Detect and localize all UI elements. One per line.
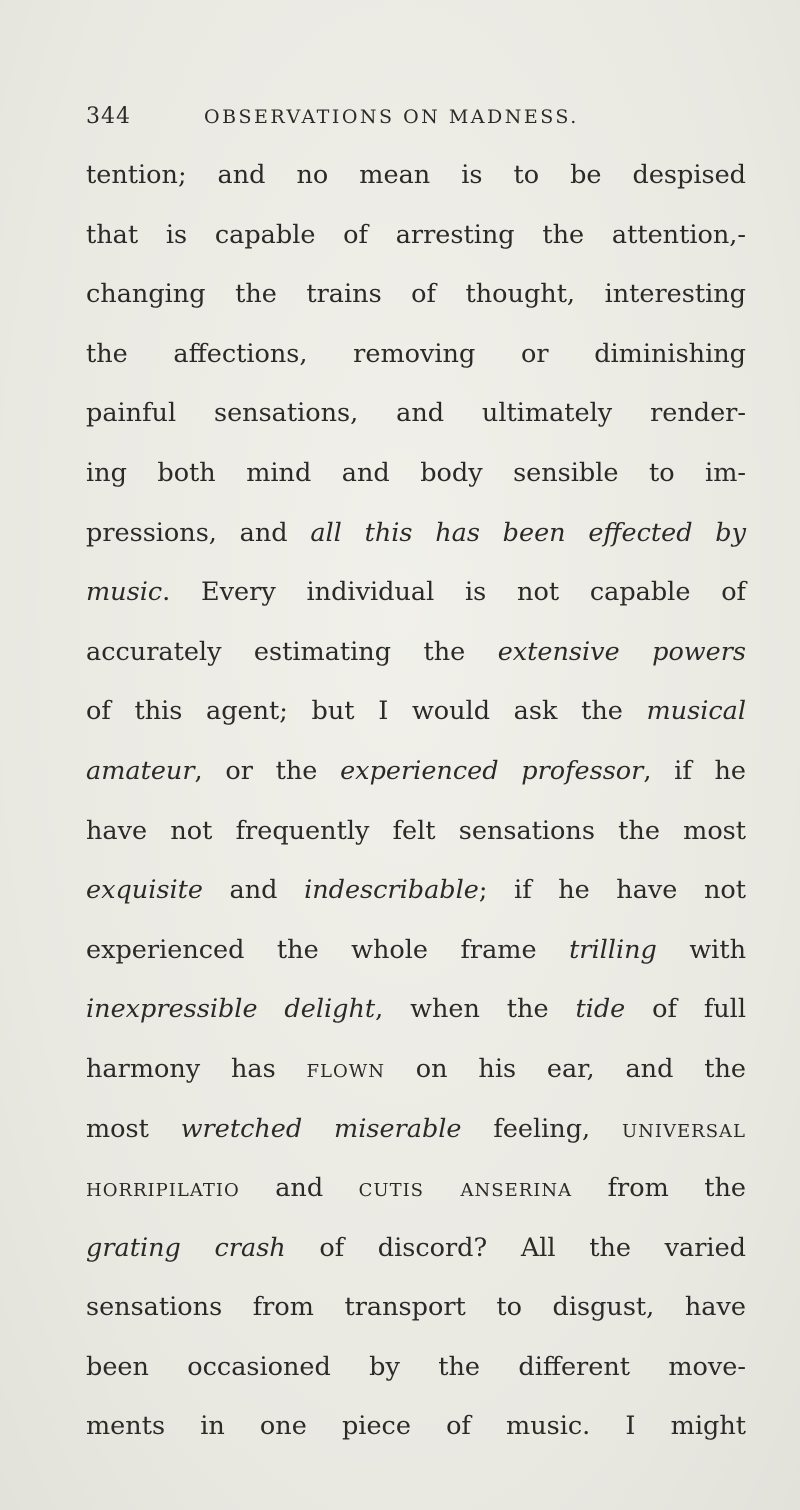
text-run: changing the trains of thought, interesting: [86, 279, 746, 310]
text-line: [86, 921, 746, 981]
text-run: , when the: [375, 994, 576, 1025]
small-caps-run: horripilatio: [86, 1173, 240, 1204]
italic-run: grating crash: [86, 1232, 286, 1263]
text-run: and: [202, 875, 305, 906]
running-head: OBSERVATIONS ON MADNESS.: [204, 106, 579, 128]
text-run: the affections, removing or diminishing: [86, 338, 746, 369]
text-line: [86, 1338, 746, 1398]
text-run: pressions, and: [86, 517, 311, 548]
small-caps-run: flown: [306, 1053, 385, 1084]
text-line: [86, 384, 746, 444]
italic-run: indescribable: [304, 875, 479, 906]
text-run: tention; and no mean is to be despised: [86, 160, 746, 190]
text-run: most: [86, 1113, 181, 1144]
text-line: [86, 1100, 746, 1160]
text-line: [86, 563, 746, 623]
small-caps-run: universal: [621, 1113, 746, 1144]
text-line: [86, 1040, 746, 1100]
text-run: been occasioned by the different move-: [86, 1351, 746, 1382]
italic-run: inexpressible delight: [86, 994, 376, 1025]
text-line: [86, 325, 746, 385]
text-line: [86, 1159, 746, 1219]
italic-run: music: [86, 577, 163, 608]
text-line: [86, 980, 746, 1040]
text-line: [86, 1219, 746, 1279]
text-line: [86, 742, 746, 802]
italic-run: exquisite: [86, 875, 203, 906]
italic-run: extensive powers: [497, 636, 746, 667]
body-text: [86, 146, 746, 1457]
page-number: 344: [86, 104, 131, 129]
text-run: of discord? All the varied: [285, 1232, 746, 1263]
text-run: harmony has: [86, 1053, 307, 1084]
text-line: [86, 802, 746, 862]
text-run: with: [656, 934, 747, 965]
text-run: feeling,: [461, 1113, 622, 1144]
text-run: that is capable of arresting the attention,-: [86, 219, 746, 250]
text-line: [86, 1278, 746, 1338]
italic-run: experienced professor: [340, 755, 644, 786]
text-run: and: [239, 1173, 359, 1204]
italic-run: all this has been effected by: [310, 517, 746, 548]
text-line: [86, 206, 746, 266]
text-line: [86, 444, 746, 504]
italic-run: musical: [646, 696, 746, 727]
text-run: ing both mind and body sensible to im-: [86, 457, 746, 488]
text-line: [86, 1397, 746, 1457]
text-run: of this agent; but I would ask the: [86, 696, 647, 727]
text-run: on his ear, and the: [384, 1053, 747, 1084]
text-run: of full: [625, 994, 746, 1025]
text-run: painful sensations, and ultimately render-: [86, 398, 746, 429]
italic-run: tide: [575, 994, 626, 1025]
text-line: [86, 682, 746, 742]
text-run: accurately estimating the: [86, 636, 498, 667]
text-run: experienced the whole frame: [86, 934, 570, 965]
text-run: from the: [572, 1173, 746, 1204]
italic-run: wretched miserable: [180, 1113, 462, 1144]
page-header: [86, 104, 726, 140]
text-line: [86, 504, 746, 564]
text-run: ; if he have not: [478, 875, 746, 906]
italic-run: trilling: [569, 934, 657, 965]
small-caps-run: cutis anserina: [358, 1173, 573, 1204]
italic-run: amateur: [86, 755, 195, 786]
text-line: [86, 146, 746, 206]
text-run: sensations from transport to disgust, have: [86, 1292, 746, 1323]
text-run: , or the: [194, 755, 341, 786]
text-line: [86, 861, 746, 921]
text-run: . Every individual is not capable of: [162, 577, 746, 608]
text-line: [86, 623, 746, 683]
text-line: [86, 265, 746, 325]
text-run: have not frequently felt sensations the most: [86, 815, 746, 846]
text-run: , if he: [643, 755, 746, 786]
text-run: ments in one piece of music. I might: [86, 1411, 746, 1442]
